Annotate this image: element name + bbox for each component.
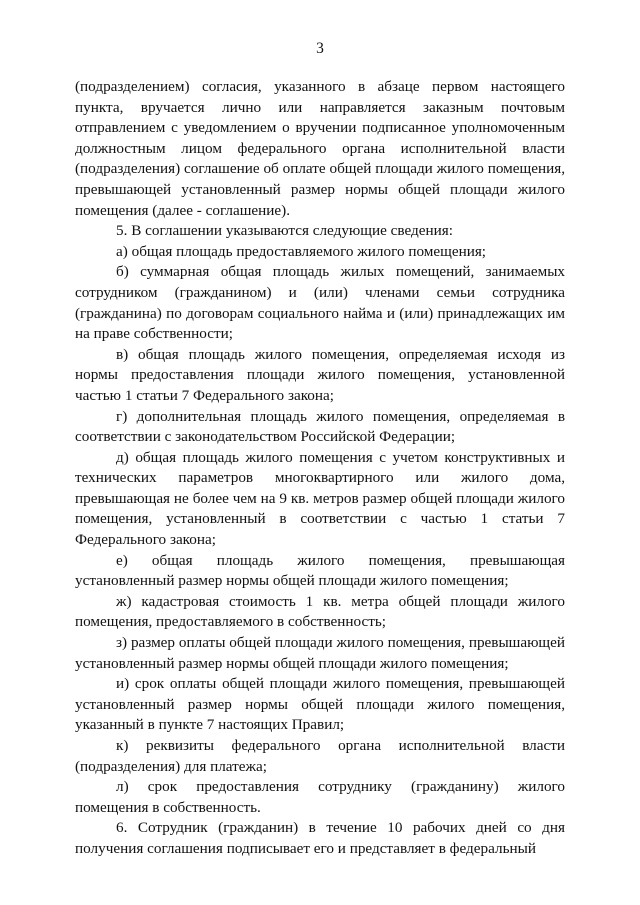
document-body [75, 77, 565, 860]
list-item-g: г) дополнительная площадь жилого помещения, определяемая в соответствии с законодательством Российской Федерации; [75, 407, 565, 446]
list-item-k: к) реквизиты федерального органа исполнительной власти (подразделения) для платежа; [75, 737, 565, 775]
list-item-e: е) общая площадь жилого помещения, превышающая установленный размер нормы общей площади жилого помещения; [75, 551, 565, 590]
paragraph-continuation: (подразделением) согласия, указанного в абзаце первом настоящего пункта, вручается лично или направляется заказным почтовым отправлением с уведомлением о вручении подписанное уполномоченным должностным лицом федерального органа исполнительной власти (подразделения) соглашение об оплате общей площади жилого помещения, превышающей установленный размер нормы общей площади жилого помещения (далее - соглашение). [75, 78, 565, 219]
paragraph-item-5: 5. В соглашении указываются следующие сведения: [116, 222, 453, 240]
paragraph-item-6: 6. Сотрудник (гражданин) в течение 10 рабочих дней со дня получения соглашения подписывает его и представляет в федеральный [75, 819, 565, 857]
list-item-zh: ж) кадастровая стоимость 1 кв. метра общей площади жилого помещения, предоставляемого в собственность; [75, 592, 565, 631]
list-item-a: а) общая площадь предоставляемого жилого помещения; [116, 242, 487, 260]
list-item-z: з) размер оплаты общей площади жилого помещения, превышающей установленный размер нормы общей площади жилого помещения; [75, 634, 565, 672]
list-item-l: л) срок предоставления сотруднику (гражданину) жилого помещения в собственность. [75, 778, 565, 816]
list-item-d: д) общая площадь жилого помещения с учетом конструктивных и технических параметров многоквартирного или жилого дома, превышающая не более чем на 9 кв. метров размер общей площади жилого помещения, установленный в соответствии с частью 1 статьи 7 Федерального закона; [75, 448, 565, 549]
page-number: 3 [316, 40, 324, 57]
list-item-b: б) суммарная общая площадь жилых помещений, занимаемых сотрудником (гражданином) и (или) членами семьи сотрудника (гражданина) по договорам социального найма и (или) принадлежащих им на праве собственности; [75, 263, 565, 343]
list-item-i: и) срок оплаты общей площади жилого помещения, превышающей установленный размер нормы общей площади жилого помещения, указанный в пункте 7 настоящих Правил; [75, 675, 565, 734]
list-item-v: в) общая площадь жилого помещения, определяемая исходя из нормы предоставления площади жилого помещения, установленной частью 1 статьи 7 Федерального закона; [75, 345, 565, 404]
